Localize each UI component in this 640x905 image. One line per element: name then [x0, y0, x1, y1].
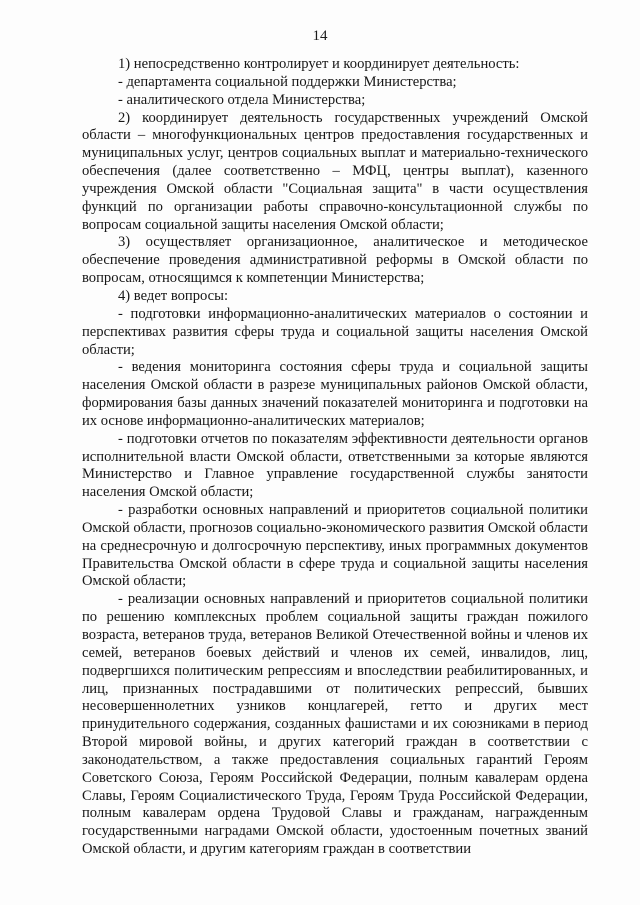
- paragraph-7: - подготовки информационно-аналитических материалов о состоянии и перспективах развития сферы труда и социальной защиты населения Омской области;: [82, 305, 588, 358]
- paragraph-5: 3) осуществляет организационное, аналитическое и методическое обеспечение проведения административной реформы в Омской области по вопросам, относящимся к компетенции Министерства;: [82, 234, 588, 287]
- paragraph-8: - ведения мониторинга состояния сферы труда и социальной защиты населения Омской области в разрезе муниципальных районов Омской области, формирования базы данных значений показателей мониторинга и подготовки на их основе информационно-аналитических материалов;: [82, 359, 588, 429]
- paragraph-3: - аналитического отдела Министерства;: [118, 91, 366, 108]
- paragraph-4: 2) координирует деятельность государственных учреждений Омской области – многофункциональных центров предоставления государственных и муниципальных услуг, центров социальных выплат и материально-технического обеспечения (далее соответственно – МФЦ, центры выплат), казенного учреждения Омской области "Социальная защита" в части осуществления функций по организации работы справочно-консультационной службы по вопросам социальной защиты населения Омской области;: [82, 109, 588, 233]
- paragraph-9: - подготовки отчетов по показателям эффективности деятельности органов исполнительной власти Омской области, ответственными за которые являются Министерство и Главное управление государственной службы занятости населения Омской области;: [82, 430, 588, 501]
- document-body: [82, 56, 588, 859]
- paragraph-10: - разработки основных направлений и приоритетов социальной политики Омской области, прогнозов социально-экономического развития Омской области на среднесрочную и долгосрочную перспективу, иных программных документов Правительства Омской области в сфере труда и социальной защиты населения Омской области;: [82, 502, 588, 590]
- paragraph-2: - департамента социальной поддержки Министерства;: [118, 73, 457, 90]
- page-number: 14: [312, 28, 328, 44]
- paragraph-1: 1) непосредственно контролирует и координирует деятельность:: [118, 56, 520, 72]
- paragraph-11: - реализации основных направлений и приоритетов социальной политики по решению комплексных проблем социальной защиты граждан пожилого возраста, ветеранов труда, ветеранов Великой Отечественной войны и членов их семей, ветеранов боевых действий и членов их семей, инвалидов, лиц, подвергшихся политическим репрессиям и впоследствии реабилитированных, и лиц, признанных пострадавшими от политических репрессий, бывших несовершеннолетних узников концлагерей, гетто и других мест принудительного содержания, созданных фашистами и их союзниками в период Второй мировой войны, и других категорий граждан в соответствии с законодательством, а также предоставления социальных гарантий Героям Советского Союза, Героям Российской Федерации, полным кавалерам ордена Славы, Героям Социалистического Труда, Героям Труда Российской Федерации, полным кавалерам ордена Трудовой Славы и гражданам, награжденным государственными наградами Омской области, удостоенным почетных званий Омской области, и другим категориям граждан в соответствии: [82, 591, 588, 858]
- paragraph-6: 4) ведет вопросы:: [118, 287, 229, 304]
